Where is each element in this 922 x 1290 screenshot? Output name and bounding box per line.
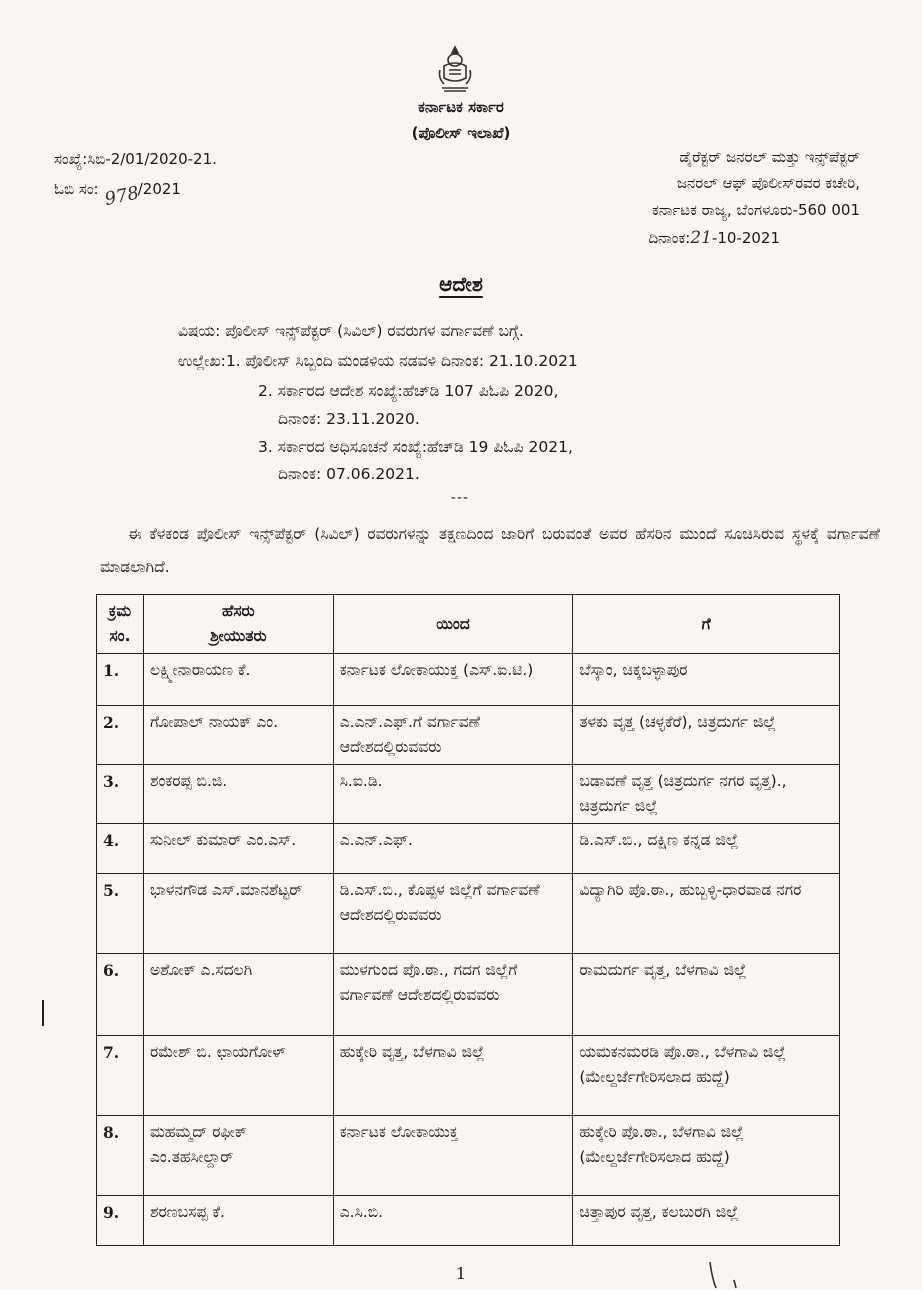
row-from: ಕರ್ನಾಟಕ ಲೋಕಾಯುಕ್ತ [333, 1116, 573, 1196]
government-name: ಕರ್ನಾಟಕ ಸರ್ಕಾರ [418, 98, 504, 116]
row-serial: 1. [97, 654, 144, 706]
row-name: ಶಂಕರಪ್ಪ ಬಿ.ಜಿ. [143, 765, 333, 824]
row-serial: 8. [97, 1116, 144, 1196]
row-serial: 6. [97, 954, 144, 1036]
order-date-label: ದಿನಾಂಕ: [648, 229, 691, 247]
header-to: ಗೆ [573, 595, 840, 654]
row-from: ಎ.ಎನ್.ಎಫ್.ಗೆ ವರ್ಗಾವಣೆ ಆದೇಶದಲ್ಲಿರುವವರು [333, 706, 573, 765]
header-name-line2: ಶ್ರೀಯುತರು [210, 627, 267, 645]
header-from: ಯಿಂದ [333, 595, 573, 654]
row-to: ಡಿ.ಎಸ್.ಬಿ., ದಕ್ಷಿಣ ಕನ್ನಡ ಜಿಲ್ಲೆ [573, 824, 840, 874]
row-from: ಮುಳಗುಂದ ಪೊ.ಠಾ., ಗದಗ ಜಿಲ್ಲೆಗೆ ವರ್ಗಾವಣೆ ಆದೇಶದಲ್ಲಿರುವವರು [333, 954, 573, 1036]
table-row [97, 706, 840, 765]
row-to: ತಳಕು ವೃತ್ತ (ಚಳ್ಳಕೆರೆ), ಚಿತ್ರದುರ್ಗ ಜಿಲ್ಲೆ [573, 706, 840, 765]
row-to: ವಿದ್ಯಾಗಿರಿ ಪೊ.ಠಾ., ಹುಬ್ಬಳ್ಳಿ-ಧಾರವಾಡ ನಗರ [573, 874, 840, 954]
table-row [97, 1036, 840, 1116]
table-row [97, 874, 840, 954]
header-name-line1: ಹೆಸರು [221, 602, 255, 620]
table-row [97, 654, 840, 706]
reference-3: 3. ಸರ್ಕಾರದ ಅಧಿಸೂಚನೆ ಸಂಖ್ಯೆ:ಹೆಚ್‌ಡಿ 19 ಪಿಓಪಿ 2021, [258, 438, 573, 456]
row-name: ಅಶೋಕ್ ಎ.ಸದಲಗಿ [143, 954, 333, 1036]
section-separator: --- [450, 490, 470, 506]
row-name: ಶರಣಬಸಪ್ಪ ಕೆ. [143, 1196, 333, 1246]
order-title: ಆದೇಶ [439, 272, 483, 296]
table-row [97, 1196, 840, 1246]
header-serial-line1: ಕ್ರಮ [108, 602, 132, 620]
table-header-row [97, 595, 840, 654]
table-row [97, 765, 840, 824]
ob-number [54, 178, 181, 211]
row-from: ಎ.ಎನ್.ಎಫ್. [333, 824, 573, 874]
ob-number-label: ಓಬಿ ಸಂ: [54, 180, 99, 198]
order-reference-number: ಸಂಖ್ಯೆ:ಸಿಬಿ-2/01/2020-21. [54, 150, 217, 168]
office-address-line3: ಕರ್ನಾಟಕ ರಾಜ್ಯ, ಬೆಂಗಳೂರು-560 001 [652, 201, 860, 219]
row-from: ಡಿ.ಎಸ್.ಬಿ., ಕೊಪ್ಪಳ ಜಿಲ್ಲೆಗೆ ವರ್ಗಾವಣೆ ಆದೇಶದಲ್ಲಿರುವವರು [333, 874, 573, 954]
row-name: ಮಹಮ್ಮದ್ ರಫೀಕ್ ಎಂ.ತಹಸೀಲ್ದಾರ್ [143, 1116, 333, 1196]
row-to: ಹುಕ್ಕೇರಿ ಪೊ.ಠಾ., ಬೆಳಗಾವಿ ಜಿಲ್ಲೆ (ಮೇಲ್ದರ್ಜೆಗೇರಿಸಲಾದ ಹುದ್ದೆ) [573, 1116, 840, 1196]
subject-line: ವಿಷಯ: ಪೊಲೀಸ್ ಇನ್ಸ್‌ಪೆಕ್ಟರ್ (ಸಿವಿಲ್) ರವರುಗಳ ವರ್ಗಾವಣೆ ಬಗ್ಗೆ. [178, 322, 524, 340]
row-to: ಯಮಕನಮರಡಿ ಪೊ.ಠಾ., ಬೆಳಗಾವಿ ಜಿಲ್ಲೆ (ಮೇಲ್ದರ್ಜೆಗೇರಿಸಲಾದ ಹುದ್ದೆ) [573, 1036, 840, 1116]
reference-2: 2. ಸರ್ಕಾರದ ಆದೇಶ ಸಂಖ್ಯೆ:ಹೆಚ್‌ಡಿ 107 ಪಿಓಪಿ 2020, [258, 382, 559, 400]
office-address-line2: ಜನರಲ್ ಆಫ್ ಪೊಲೀಸ್‌ರವರ ಕಚೇರಿ, [676, 174, 860, 192]
row-serial: 7. [97, 1036, 144, 1116]
row-serial: 5. [97, 874, 144, 954]
page-number: 1 [455, 1264, 467, 1283]
row-serial: 9. [97, 1196, 144, 1246]
row-to: ಚಿತ್ತಾಪುರ ವೃತ್ತ, ಕಲಬುರಗಿ ಜಿಲ್ಲೆ [573, 1196, 840, 1246]
row-to: ರಾಮದುರ್ಗ ವೃತ್ತ, ಬೆಳಗಾವಿ ಜಿಲ್ಲೆ [573, 954, 840, 1036]
ob-number-handwritten: 978 [103, 182, 142, 211]
transfer-table [96, 594, 840, 1246]
margin-mark [42, 1000, 44, 1026]
table-row [97, 824, 840, 874]
row-name: ಭಾಳನಗೌಡ ಎಸ್.ಮಾನಶೆಟ್ಟರ್ [143, 874, 333, 954]
table-row [97, 954, 840, 1036]
header-name [143, 595, 333, 654]
table-row [97, 1116, 840, 1196]
row-from: ಹುಕ್ಕೇರಿ ವೃತ್ತ, ಬೆಳಗಾವಿ ಜಿಲ್ಲೆ [333, 1036, 573, 1116]
order-date-handwritten-day: 21 [690, 228, 712, 248]
row-name: ಲಕ್ಷ್ಮೀನಾರಾಯಣ ಕೆ. [143, 654, 333, 706]
office-address-line1: ಡೈರೆಕ್ಟರ್ ಜನರಲ್ ಮತ್ತು ಇನ್ಸ್‌ಪೆಕ್ಟರ್ [679, 148, 860, 166]
reference-3-date: ದಿನಾಂಕ: 07.06.2021. [278, 465, 420, 483]
row-serial: 4. [97, 824, 144, 874]
header-serial-number [97, 595, 144, 654]
row-serial: 3. [97, 765, 144, 824]
header-serial-line2: ಸಂ. [109, 627, 131, 645]
row-name: ಸುನೀಲ್ ಕುಮಾರ್ ಎಂ.ಎಸ್. [143, 824, 333, 874]
row-from: ಸಿ.ಐ.ಡಿ. [333, 765, 573, 824]
row-to: ಬೆಸ್ಕಾಂ, ಚಿಕ್ಕಬಳ್ಳಾಪುರ [573, 654, 840, 706]
row-from: ಎ.ಸಿ.ಬಿ. [333, 1196, 573, 1246]
karnataka-state-emblem-icon [434, 44, 476, 94]
order-date [520, 228, 780, 248]
reference-2-date: ದಿನಾಂಕ: 23.11.2020. [278, 410, 420, 428]
row-from: ಕರ್ನಾಟಕ ಲೋಕಾಯುಕ್ತ (ಎಸ್.ಐ.ಟಿ.) [333, 654, 573, 706]
row-serial: 2. [97, 706, 144, 765]
row-to: ಬಡಾವಣೆ ವೃತ್ತ (ಚಿತ್ರದುರ್ಗ ನಗರ ವೃತ್ತ)., ಚಿತ್ರದುರ್ಗ ಜಿಲ್ಲೆ [573, 765, 840, 824]
order-paragraph: ಈ ಕೆಳಕಂಡ ಪೊಲೀಸ್ ಇನ್ಸ್‌ಪೆಕ್ಟರ್ (ಸಿವಿಲ್) ರವರುಗಳನ್ನು ತಕ್ಷಣದಿಂದ ಜಾರಿಗೆ ಬರುವಂತೆ ಅವರ ಹೆಸರಿನ ಮುಂದೆ ಸೂಚಿಸಿರುವ ಸ್ಥಳಕ್ಕೆ ವರ್ಗಾವಣೆ ಮಾಡಲಾಗಿದೆ. [100, 525, 880, 576]
reference-1: ಉಲ್ಲೇಖ:1. ಪೊಲೀಸ್ ಸಿಬ್ಬಂದಿ ಮಂಡಳಿಯ ನಡವಳಿ ದಿನಾಂಕ: 21.10.2021 [178, 352, 578, 370]
ob-number-year: /2021 [137, 180, 181, 198]
order-date-rest: -10-2021 [711, 229, 780, 247]
department-name: (ಪೊಲೀಸ್ ಇಲಾಖೆ) [411, 124, 511, 142]
row-name: ಗೋಪಾಲ್ ನಾಯಕ್ ಎಂ. [143, 706, 333, 765]
row-name: ರಮೇಶ್ ಬಿ. ಛಾಯಗೋಳ್ [143, 1036, 333, 1116]
